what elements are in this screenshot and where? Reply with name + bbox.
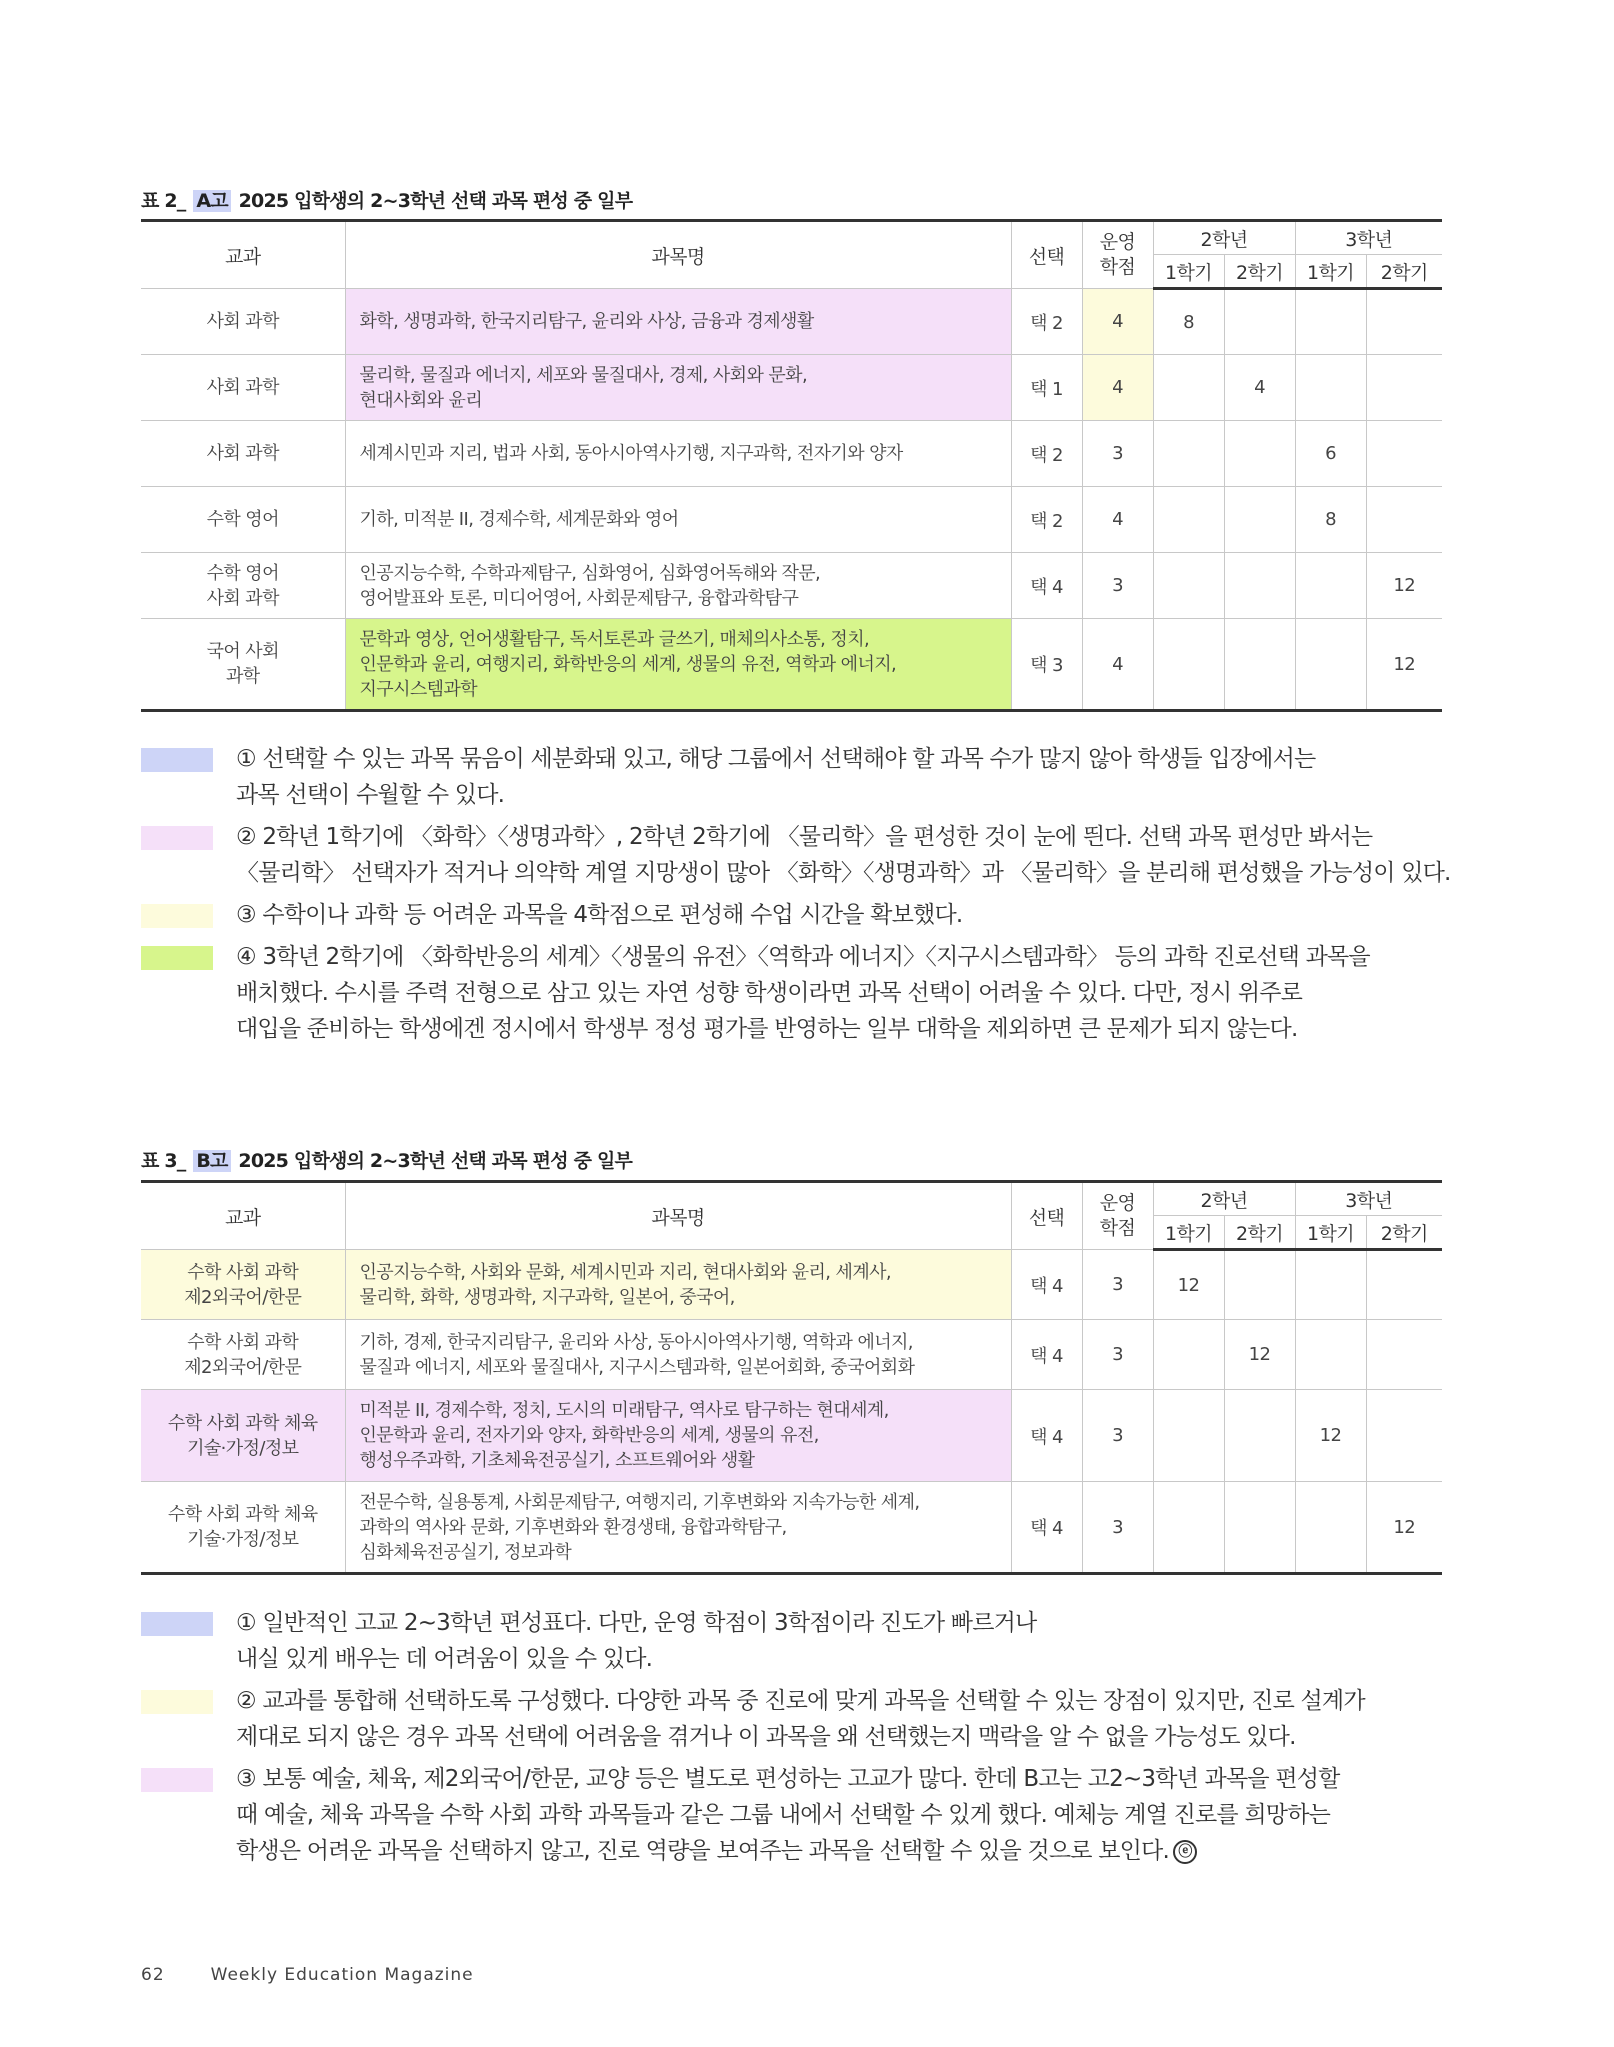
header-grade2: 2학년: [1153, 221, 1295, 255]
g2-sem1-cell: [1153, 355, 1224, 421]
table2-notes: [141, 741, 1461, 1053]
subject-names-cell: 인공지능수학, 수학과제탐구, 심화영어, 심화영어독해와 작문, 영어발표와 토론, 미디어영어, 사회문제탐구, 융합과학탐구: [345, 553, 1011, 619]
g2-sem1-cell: [1153, 421, 1224, 487]
table3-notes: [141, 1605, 1461, 1875]
credits-cell: 3: [1082, 553, 1153, 619]
credits-cell: 3: [1082, 421, 1153, 487]
choice-cell: 택 2: [1011, 421, 1082, 487]
subject-area-cell: 사회 과학: [141, 289, 345, 355]
note-text: ① 일반적인 고교 2~3학년 편성표다. 다만, 운영 학점이 3학점이라 진도가 빠르거나 내실 있게 배우는 데 어려움이 있을 수 있다.: [236, 1610, 1037, 1672]
g3-sem1-cell: [1295, 619, 1366, 711]
page-number: 62: [141, 1965, 165, 1985]
table2-caption-school: A고: [193, 190, 230, 212]
subject-area-cell: 수학 사회 과학 제2외국어/한문: [141, 1250, 345, 1320]
table3-caption-prefix: 표 3_: [141, 1150, 186, 1172]
table3-caption: [141, 1146, 632, 1173]
header-subject-names: 과목명: [345, 221, 1011, 289]
g3-sem2-cell: 12: [1366, 1482, 1442, 1574]
choice-cell: 택 4: [1011, 1482, 1082, 1574]
header-credits: 운영 학점: [1082, 221, 1153, 289]
subject-area-cell: 수학 영어: [141, 487, 345, 553]
header-choice: 선택: [1011, 221, 1082, 289]
header-g3-sem1: 1학기: [1295, 1216, 1366, 1250]
g2-sem1-cell: 8: [1153, 289, 1224, 355]
header-g3-sem1: 1학기: [1295, 255, 1366, 289]
subject-names-cell: 전문수학, 실용통계, 사회문제탐구, 여행지리, 기후변화와 지속가능한 세계, 과학의 역사와 문화, 기후변화와 환경생태, 융합과학탐구, 심화체육전공실기, 정보과학: [345, 1482, 1011, 1574]
g3-sem1-cell: [1295, 1482, 1366, 1574]
credits-cell: 4: [1082, 619, 1153, 711]
g3-sem2-cell: [1366, 1320, 1442, 1390]
g2-sem1-cell: [1153, 487, 1224, 553]
table2: [141, 219, 1442, 712]
header-grade2: 2학년: [1153, 1182, 1295, 1216]
note-text: ① 선택할 수 있는 과목 묶음이 세분화돼 있고, 해당 그룹에서 선택해야 할 과목 수가 많지 않아 학생들 입장에서는 과목 선택이 수월할 수 있다.: [236, 746, 1316, 808]
choice-cell: 택 1: [1011, 355, 1082, 421]
g2-sem1-cell: [1153, 553, 1224, 619]
table3-caption-title: 2025 입학생의 2~3학년 선택 과목 편성 중 일부: [238, 1150, 633, 1172]
g2-sem1-cell: [1153, 1482, 1224, 1574]
credits-cell: 4: [1082, 289, 1153, 355]
header-g2-sem1: 1학기: [1153, 255, 1224, 289]
table3-caption-school: B고: [193, 1150, 230, 1172]
header-subject-names: 과목명: [345, 1182, 1011, 1250]
table-row: [141, 421, 1442, 487]
table2-caption-title: 2025 입학생의 2~3학년 선택 과목 편성 중 일부: [238, 190, 633, 212]
subject-names-cell: 인공지능수학, 사회와 문화, 세계시민과 지리, 현대사회와 윤리, 세계사, 물리학, 화학, 생명과학, 지구과학, 일본어, 중국어,: [345, 1250, 1011, 1320]
table-row: [141, 355, 1442, 421]
end-mark-icon: ⓔ: [1173, 1840, 1197, 1864]
header-choice: 선택: [1011, 1182, 1082, 1250]
g3-sem1-cell: [1295, 553, 1366, 619]
g3-sem2-cell: [1366, 1250, 1442, 1320]
table3: [141, 1180, 1442, 1575]
table-row: [141, 619, 1442, 711]
table-row: [141, 487, 1442, 553]
g2-sem1-cell: [1153, 619, 1224, 711]
g3-sem1-cell: [1295, 1320, 1366, 1390]
subject-names-cell: 세계시민과 지리, 법과 사회, 동아시아역사기행, 지구과학, 전자기와 양자: [345, 421, 1011, 487]
table-row: [141, 553, 1442, 619]
subject-area-cell: 국어 사회 과학: [141, 619, 345, 711]
g3-sem2-cell: 12: [1366, 553, 1442, 619]
note-text: ② 2학년 1학기에 〈화학〉〈생명과학〉, 2학년 2학기에 〈물리학〉을 편성한 것이 눈에 띈다. 선택 과목 편성만 봐서는 〈물리학〉 선택자가 적거나 의약학 계열 지망생이 많아 〈화학〉〈생명과학〉과 〈물리학〉을 분리해 편성했을 가능성이 있다.: [236, 824, 1451, 886]
g3-sem2-cell: [1366, 487, 1442, 553]
g3-sem1-cell: 6: [1295, 421, 1366, 487]
table-row: [141, 289, 1442, 355]
credits-cell: 4: [1082, 355, 1153, 421]
g2-sem2-cell: 12: [1224, 1320, 1295, 1390]
credits-cell: 3: [1082, 1390, 1153, 1482]
note-item: [141, 741, 1461, 813]
subject-area-cell: 수학 영어 사회 과학: [141, 553, 345, 619]
header-subject-area: 교과: [141, 1182, 345, 1250]
note-text: ③ 보통 예술, 체육, 제2외국어/한문, 교양 등은 별도로 편성하는 고교가 많다. 한데 B고는 고2~3학년 과목을 편성할 때 예술, 체육 과목을 수학 사회 과학 과목들과 같은 그룹 내에서 선택할 수 있게 했다. 예체능 계열 진로를 희망하는 학생은 어려운 과목을 선택하지 않고, 진로 역량을 보여주는 과목을 선택할 수 있을 것으로 보인다.: [236, 1766, 1340, 1864]
header-g3-sem2: 2학기: [1366, 1216, 1442, 1250]
g2-sem2-cell: [1224, 1482, 1295, 1574]
header-grade3: 3학년: [1295, 221, 1442, 255]
header-credits: 운영 학점: [1082, 1182, 1153, 1250]
table-row: [141, 1320, 1442, 1390]
subject-area-cell: 수학 사회 과학 제2외국어/한문: [141, 1320, 345, 1390]
g3-sem1-cell: [1295, 289, 1366, 355]
subject-area-cell: 사회 과학: [141, 355, 345, 421]
note-item: [141, 1761, 1461, 1869]
note-item: [141, 1683, 1461, 1755]
choice-cell: 택 4: [1011, 553, 1082, 619]
header-g2-sem1: 1학기: [1153, 1216, 1224, 1250]
credits-cell: 3: [1082, 1482, 1153, 1574]
g3-sem2-cell: [1366, 1390, 1442, 1482]
credits-cell: 3: [1082, 1320, 1153, 1390]
header-subject-area: 교과: [141, 221, 345, 289]
choice-cell: 택 3: [1011, 619, 1082, 711]
subject-area-cell: 사회 과학: [141, 421, 345, 487]
g2-sem2-cell: 4: [1224, 355, 1295, 421]
header-grade3: 3학년: [1295, 1182, 1442, 1216]
g2-sem2-cell: [1224, 1390, 1295, 1482]
header-g3-sem2: 2학기: [1366, 255, 1442, 289]
g2-sem1-cell: [1153, 1390, 1224, 1482]
color-swatch: [141, 826, 213, 850]
note-text: ② 교과를 통합해 선택하도록 구성했다. 다양한 과목 중 진로에 맞게 과목을 선택할 수 있는 장점이 있지만, 진로 설계가 제대로 되지 않은 경우 과목 선택에 어려움을 겪거나 이 과목을 왜 선택했는지 맥락을 알 수 없을 가능성도 있다.: [236, 1688, 1365, 1750]
subject-names-cell: 문학과 영상, 언어생활탐구, 독서토론과 글쓰기, 매체의사소통, 정치, 인문학과 윤리, 여행지리, 화학반응의 세계, 생물의 유전, 역학과 에너지, 지구시스템과학: [345, 619, 1011, 711]
choice-cell: 택 2: [1011, 289, 1082, 355]
note-text: ③ 수학이나 과학 등 어려운 과목을 4학점으로 편성해 수업 시간을 확보했다.: [236, 902, 963, 928]
header-g2-sem2: 2학기: [1224, 255, 1295, 289]
color-swatch: [141, 748, 213, 772]
note-item: [141, 939, 1461, 1047]
table-row: [141, 1390, 1442, 1482]
g3-sem1-cell: [1295, 355, 1366, 421]
g2-sem2-cell: [1224, 421, 1295, 487]
subject-names-cell: 기하, 미적분 II, 경제수학, 세계문화와 영어: [345, 487, 1011, 553]
table2-caption: [141, 186, 632, 213]
table-row: [141, 1250, 1442, 1320]
subject-names-cell: 화학, 생명과학, 한국지리탐구, 윤리와 사상, 금융과 경제생활: [345, 289, 1011, 355]
note-item: [141, 819, 1461, 891]
subject-area-cell: 수학 사회 과학 체육 기술·가정/정보: [141, 1482, 345, 1574]
table-row: [141, 1482, 1442, 1574]
g3-sem2-cell: [1366, 355, 1442, 421]
subject-names-cell: 기하, 경제, 한국지리탐구, 윤리와 사상, 동아시아역사기행, 역학과 에너지, 물질과 에너지, 세포와 물질대사, 지구시스템과학, 일본어회화, 중국어회화: [345, 1320, 1011, 1390]
page-footer: [141, 1965, 474, 1985]
subject-names-cell: 미적분 II, 경제수학, 정치, 도시의 미래탐구, 역사로 탐구하는 현대세계, 인문학과 윤리, 전자기와 양자, 화학반응의 세계, 생물의 유전, 행성우주과학, 기초체육전공실기, 소프트웨어와 생활: [345, 1390, 1011, 1482]
g2-sem2-cell: [1224, 289, 1295, 355]
header-g2-sem2: 2학기: [1224, 1216, 1295, 1250]
credits-cell: 4: [1082, 487, 1153, 553]
note-item: [141, 1605, 1461, 1677]
g2-sem2-cell: [1224, 553, 1295, 619]
g3-sem2-cell: [1366, 421, 1442, 487]
subject-area-cell: 수학 사회 과학 체육 기술·가정/정보: [141, 1390, 345, 1482]
g3-sem2-cell: 12: [1366, 619, 1442, 711]
choice-cell: 택 4: [1011, 1320, 1082, 1390]
color-swatch: [141, 1768, 213, 1792]
color-swatch: [141, 1612, 213, 1636]
choice-cell: 택 4: [1011, 1390, 1082, 1482]
g3-sem1-cell: 8: [1295, 487, 1366, 553]
g3-sem2-cell: [1366, 289, 1442, 355]
g2-sem1-cell: 12: [1153, 1250, 1224, 1320]
note-text: ④ 3학년 2학기에 〈화학반응의 세계〉〈생물의 유전〉〈역학과 에너지〉〈지구시스템과학〉 등의 과학 진로선택 과목을 배치했다. 수시를 주력 전형으로 삼고 있는 자연 성향 학생이라면 과목 선택이 어려울 수 있다. 다만, 정시 위주로 대입을 준비하는 학생에겐 정시에서 학생부 정성 평가를 반영하는 일부 대학을 제외하면 큰 문제가 되지 않는다.: [236, 944, 1370, 1042]
g2-sem2-cell: [1224, 487, 1295, 553]
color-swatch: [141, 946, 213, 970]
choice-cell: 택 4: [1011, 1250, 1082, 1320]
table2-caption-prefix: 표 2_: [141, 190, 186, 212]
g2-sem2-cell: [1224, 619, 1295, 711]
color-swatch: [141, 904, 213, 928]
credits-cell: 3: [1082, 1250, 1153, 1320]
g2-sem2-cell: [1224, 1250, 1295, 1320]
note-item: [141, 897, 1461, 933]
choice-cell: 택 2: [1011, 487, 1082, 553]
g2-sem1-cell: [1153, 1320, 1224, 1390]
g3-sem1-cell: 12: [1295, 1390, 1366, 1482]
subject-names-cell: 물리학, 물질과 에너지, 세포와 물질대사, 경제, 사회와 문화, 현대사회와 윤리: [345, 355, 1011, 421]
g3-sem1-cell: [1295, 1250, 1366, 1320]
magazine-name: Weekly Education Magazine: [210, 1965, 474, 1985]
color-swatch: [141, 1690, 213, 1714]
